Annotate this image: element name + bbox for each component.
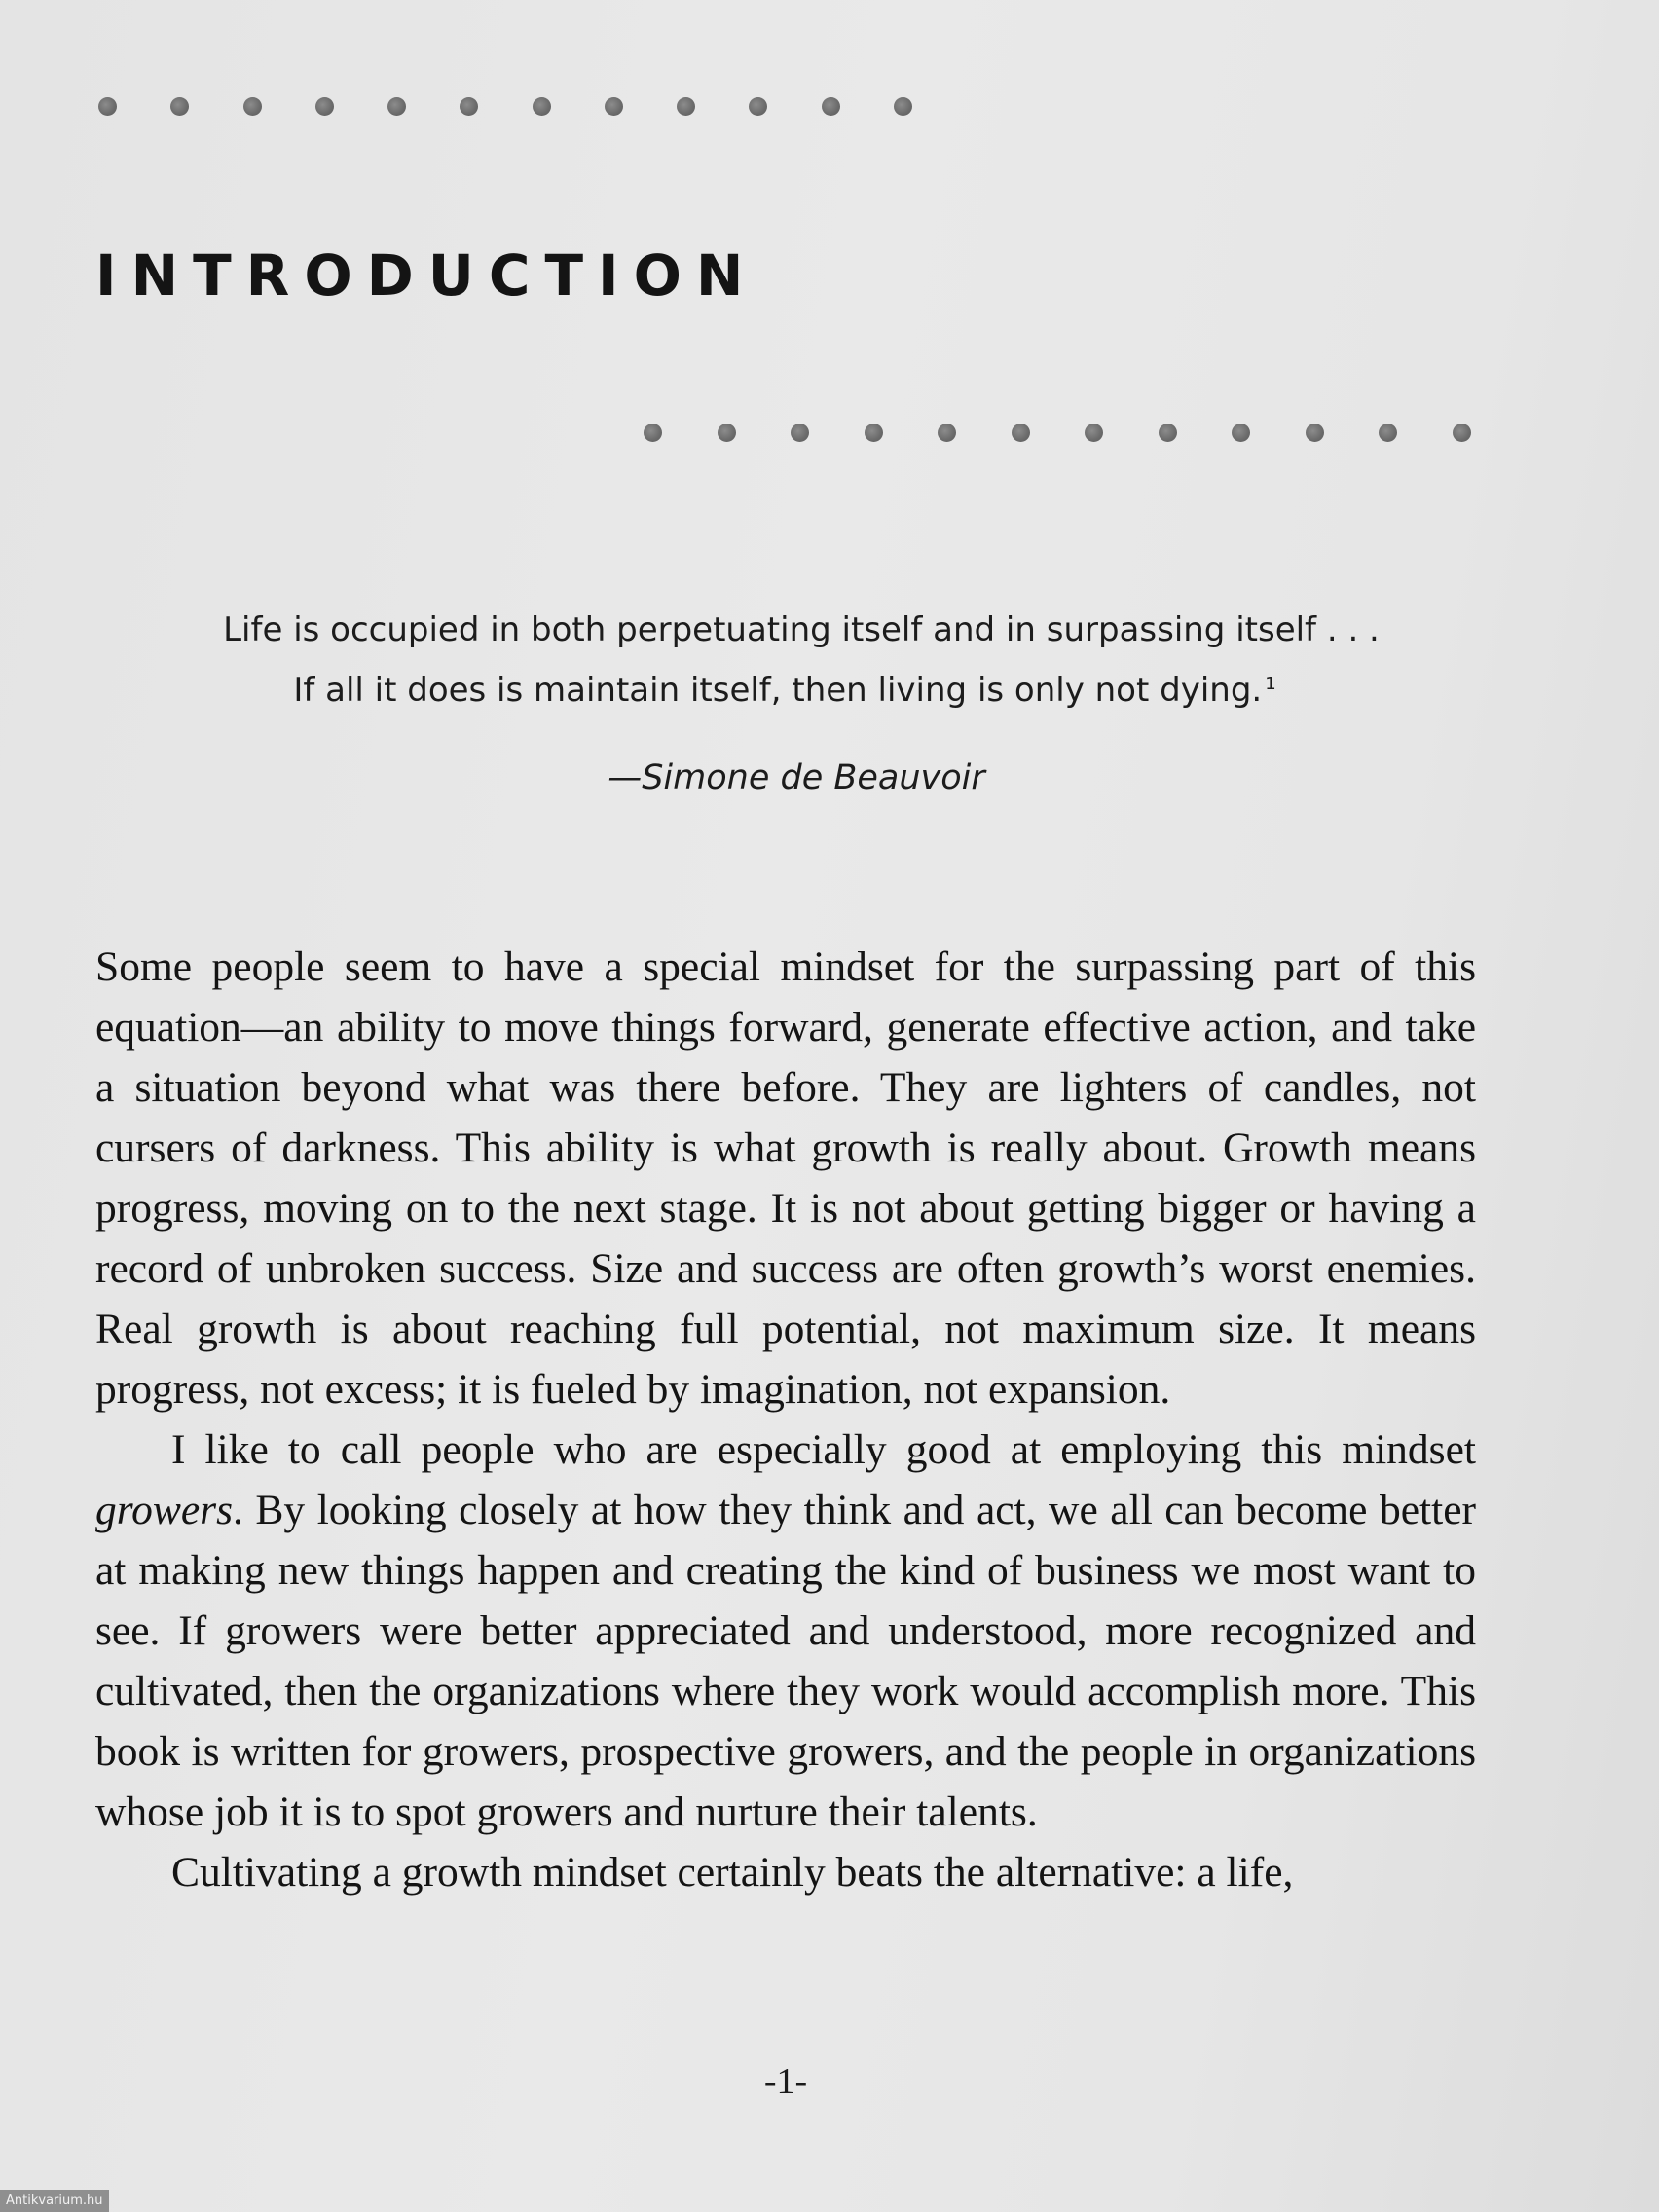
ornament-dot xyxy=(533,97,551,116)
page-number: -1- xyxy=(763,2061,808,2102)
paragraph-2 xyxy=(95,1419,1476,1842)
ornament-dot xyxy=(243,97,262,116)
top-dot-ornament xyxy=(98,94,912,118)
footnote-marker[interactable]: 1 xyxy=(1265,674,1276,694)
ornament-dot xyxy=(98,97,117,116)
ornament-dot xyxy=(1085,424,1103,442)
ornament-dot xyxy=(460,97,478,116)
paragraph-1: Some people seem to have a special mindset for the surpassing part of this equation—an ability to move things forward, generate effective action, and take a situation beyond what was there before. They are lighters of candles, not cursers of darkness. This ability is what growth is really about. Growth means progress, moving on to the next stage. It is not about getting bigger or having a record of unbroken success. Size and success are often growth’s worst enemies. Real growth is about reaching full potential, not maximum size. It means progress, not excess; it is fueled by imagination, not expansion. xyxy=(95,943,1476,1413)
paragraph-2-emphasis: growers xyxy=(95,1487,233,1533)
ornament-dot xyxy=(677,97,695,116)
watermark: Antikvarium.hu xyxy=(0,2190,109,2212)
ornament-dot xyxy=(644,424,662,442)
chapter-title: INTRODUCTION xyxy=(95,242,758,309)
middle-dot-ornament xyxy=(644,421,1471,444)
ornament-dot xyxy=(315,97,334,116)
epigraph-line-1: Life is occupied in both perpetuating itself and in surpassing itself . . . xyxy=(223,610,1380,649)
ornament-dot xyxy=(1306,424,1324,442)
ornament-dot xyxy=(718,424,736,442)
ornament-dot xyxy=(1232,424,1250,442)
ornament-dot xyxy=(387,97,406,116)
paragraph-2-rest: . By looking closely at how they think and act, we all can become better at making new things happen and creating the kind of business we most want to see. If growers were better appreciated and understood, more recognized and cultivated, then the organizations where they work would accomplish more. This book is written for growers, prospective growers, and the people in organizations whose job it is to spot growers and nurture their talents. xyxy=(95,1487,1476,1835)
ornament-dot xyxy=(938,424,956,442)
epigraph-attribution: —Simone de Beauvoir xyxy=(608,758,985,797)
body-text xyxy=(95,937,1476,1902)
epigraph xyxy=(95,600,1517,808)
ornament-dot xyxy=(1453,424,1471,442)
epigraph-line-2 xyxy=(74,660,1495,720)
ornament-dot xyxy=(894,97,912,116)
ornament-dot xyxy=(822,97,840,116)
epigraph-line-2-text: If all it does is maintain itself, then living is only not dying. xyxy=(293,671,1263,710)
ornament-dot xyxy=(170,97,189,116)
paragraph-2-start: I like to call people who are especially good at employing this mindset xyxy=(171,1426,1476,1473)
ornament-dot xyxy=(605,97,623,116)
ornament-dot xyxy=(1379,424,1397,442)
ornament-dot xyxy=(1159,424,1177,442)
ornament-dot xyxy=(791,424,809,442)
ornament-dot xyxy=(865,424,883,442)
paragraph-3: Cultivating a growth mindset certainly beats the alternative: a life, xyxy=(171,1849,1294,1896)
ornament-dot xyxy=(1012,424,1030,442)
ornament-dot xyxy=(749,97,767,116)
